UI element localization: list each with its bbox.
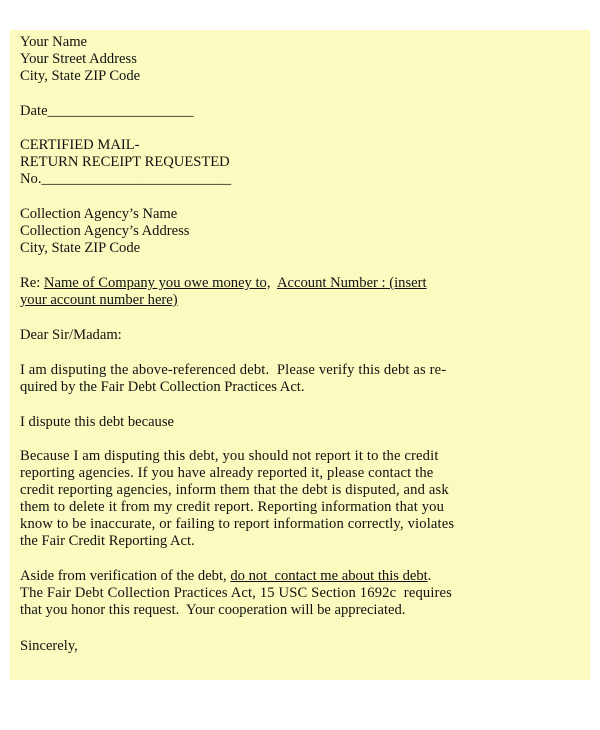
para3-line3: credit reporting agencies, inform them that the debt is disputed, and ask xyxy=(20,482,449,498)
return-receipt: RETURN RECEIPT REQUESTED xyxy=(20,154,230,170)
para2: I dispute this debt because xyxy=(20,414,175,430)
para4-line1 xyxy=(20,568,431,585)
sender-city: City, State ZIP Code xyxy=(20,68,141,84)
recipient-city: City, State ZIP Code xyxy=(20,240,141,256)
sender-street: Your Street Address xyxy=(20,51,137,67)
date-line: Date____________________ xyxy=(20,103,194,119)
para3-line6: the Fair Credit Reporting Act. xyxy=(20,533,195,549)
re-prefix: Re: xyxy=(20,275,44,291)
re-account: Account Number : (insert xyxy=(277,275,427,291)
certified-mail: CERTIFIED MAIL- xyxy=(20,137,140,153)
recipient-name: Collection Agency’s Name xyxy=(20,206,178,222)
para1-line2: quired by the Fair Debt Collection Practices Act. xyxy=(20,379,305,395)
salutation: Dear Sir/Madam: xyxy=(20,327,122,343)
para3-line2: reporting agencies. If you have already reported it, please contact the xyxy=(20,465,434,481)
re-account-continued: your account number here) xyxy=(20,292,178,308)
para4-line2: The Fair Debt Collection Practices Act, 15 USC Section 1692c requires xyxy=(20,585,453,601)
re-company: Name of Company you owe money to, xyxy=(43,275,271,291)
para3-line5: know to be inaccurate, or failing to report information correctly, violates xyxy=(20,516,455,532)
para4-line3: that you honor this request. Your cooperation will be appreciated. xyxy=(20,602,406,618)
para4-suffix: . xyxy=(427,568,432,584)
sender-name: Your Name xyxy=(20,34,88,50)
para1-line1: I am disputing the above-referenced debt. Please verify this debt as re- xyxy=(20,362,447,378)
para3-line1: Because I am disputing this debt, you should not report it to the credit xyxy=(20,448,439,464)
letter-sheet xyxy=(10,30,590,680)
mail-number: No.__________________________ xyxy=(20,171,232,187)
para3-line4: them to delete it from my credit report. Reporting information that you xyxy=(20,499,445,515)
recipient-address: Collection Agency’s Address xyxy=(20,223,190,239)
closing: Sincerely, xyxy=(20,638,78,654)
para4-prefix: Aside from verification of the debt, xyxy=(20,568,231,584)
para4-emphasis: do not contact me about this debt xyxy=(230,568,428,584)
re-line xyxy=(20,275,427,292)
